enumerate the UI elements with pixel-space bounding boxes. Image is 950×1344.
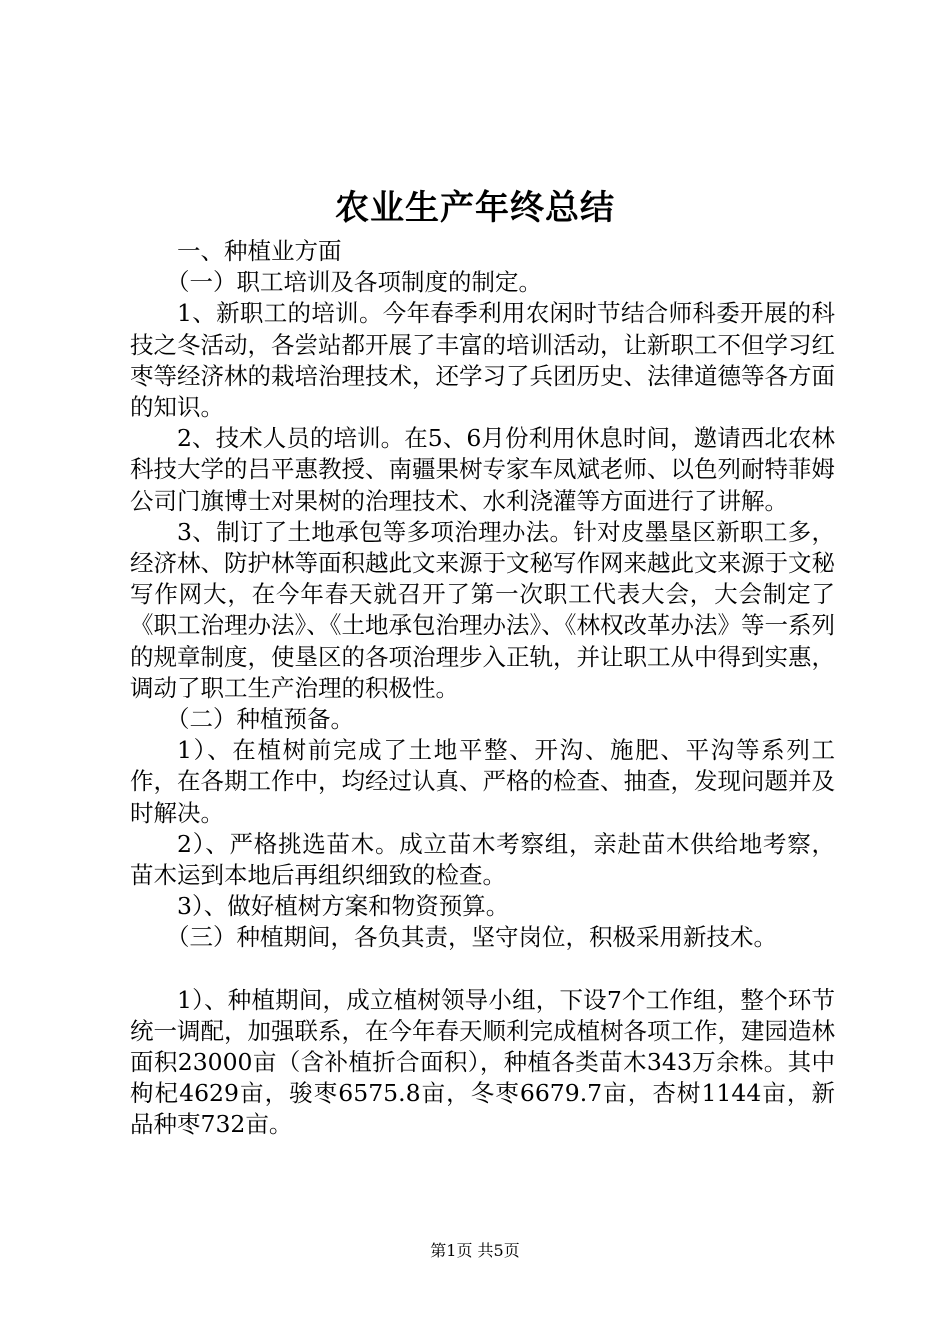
subsection-heading-planting-period: （三）种植期间，各负其责，坚守岗位，积极采用新技术。 — [166, 923, 777, 952]
paragraph-new-staff-training: 1、新职工的培训。今年春季利用农闲时节结合师科委开展的科技之冬活动，各尝站都开展了丰富的培训活动，让新职工不但学习红枣等经济林的栽培治理技术，还学习了兵团历史、法律道德等各方面的知识。 — [130, 299, 835, 422]
paragraph-spacer — [130, 954, 835, 985]
paragraph-management-rules: 3、制订了土地承包等多项治理办法。针对皮墨垦区新职工多，经济林、防护林等面积越此文来源于文秘写作网来越此文来源于文秘写作网大，在今年春天就召开了第一次职工代表大会，大会制定了《职工治理办法》、《土地承包治理办法》、《林权改革办法》等一系列的规章制度，使垦区的各项治理步入正轨，并让职工从中得到实惠，调动了职工生产治理的积极性。 — [130, 517, 835, 702]
section-heading-planting: 一、种植业方面 — [177, 237, 342, 265]
paragraph-land-preparation: 1）、在植树前完成了土地平整、开沟、施肥、平沟等系列工作，在各期工作中，均经过认真、严格的检查、抽查，发现问题并及时解决。 — [130, 736, 835, 827]
paragraph-planting-results: 1）、种植期间，成立植树领导小组，下设7个工作组，整个环节统一调配，加强联系，在今年春天顺利完成植树各项工作，建园造林面积23000亩（含补植折合面积），种植各类苗木343万余株。其中枸杞4629亩，骏枣6575.8亩，冬枣6679.7亩，杏树1144亩，新品种枣732亩。 — [130, 985, 835, 1139]
page-footer: 第1页 共5页 — [430, 1241, 520, 1260]
paragraph-seedling-selection: 2）、严格挑选苗木。成立苗木考察组，亲赴苗木供给地考察，苗木运到本地后再组织细致的检查。 — [130, 829, 835, 890]
paragraph-technician-training: 2、技术人员的培训。在5、6月份利用休息时间，邀请西北农林科技大学的吕平惠教授、南疆果树专家车凤斌老师、以色列耐特菲姆公司门旗博士对果树的治理技术、水利浇灌等方面进行了讲解。 — [130, 424, 835, 515]
subsection-heading-training: （一）职工培训及各项制度的制定。 — [166, 268, 542, 297]
document-body — [130, 236, 835, 1141]
subsection-heading-preparation: （二）种植预备。 — [166, 705, 354, 734]
paragraph-planting-plan: 3）、做好植树方案和物资预算。 — [177, 892, 510, 921]
document-title: 农业生产年终总结 — [335, 188, 615, 228]
